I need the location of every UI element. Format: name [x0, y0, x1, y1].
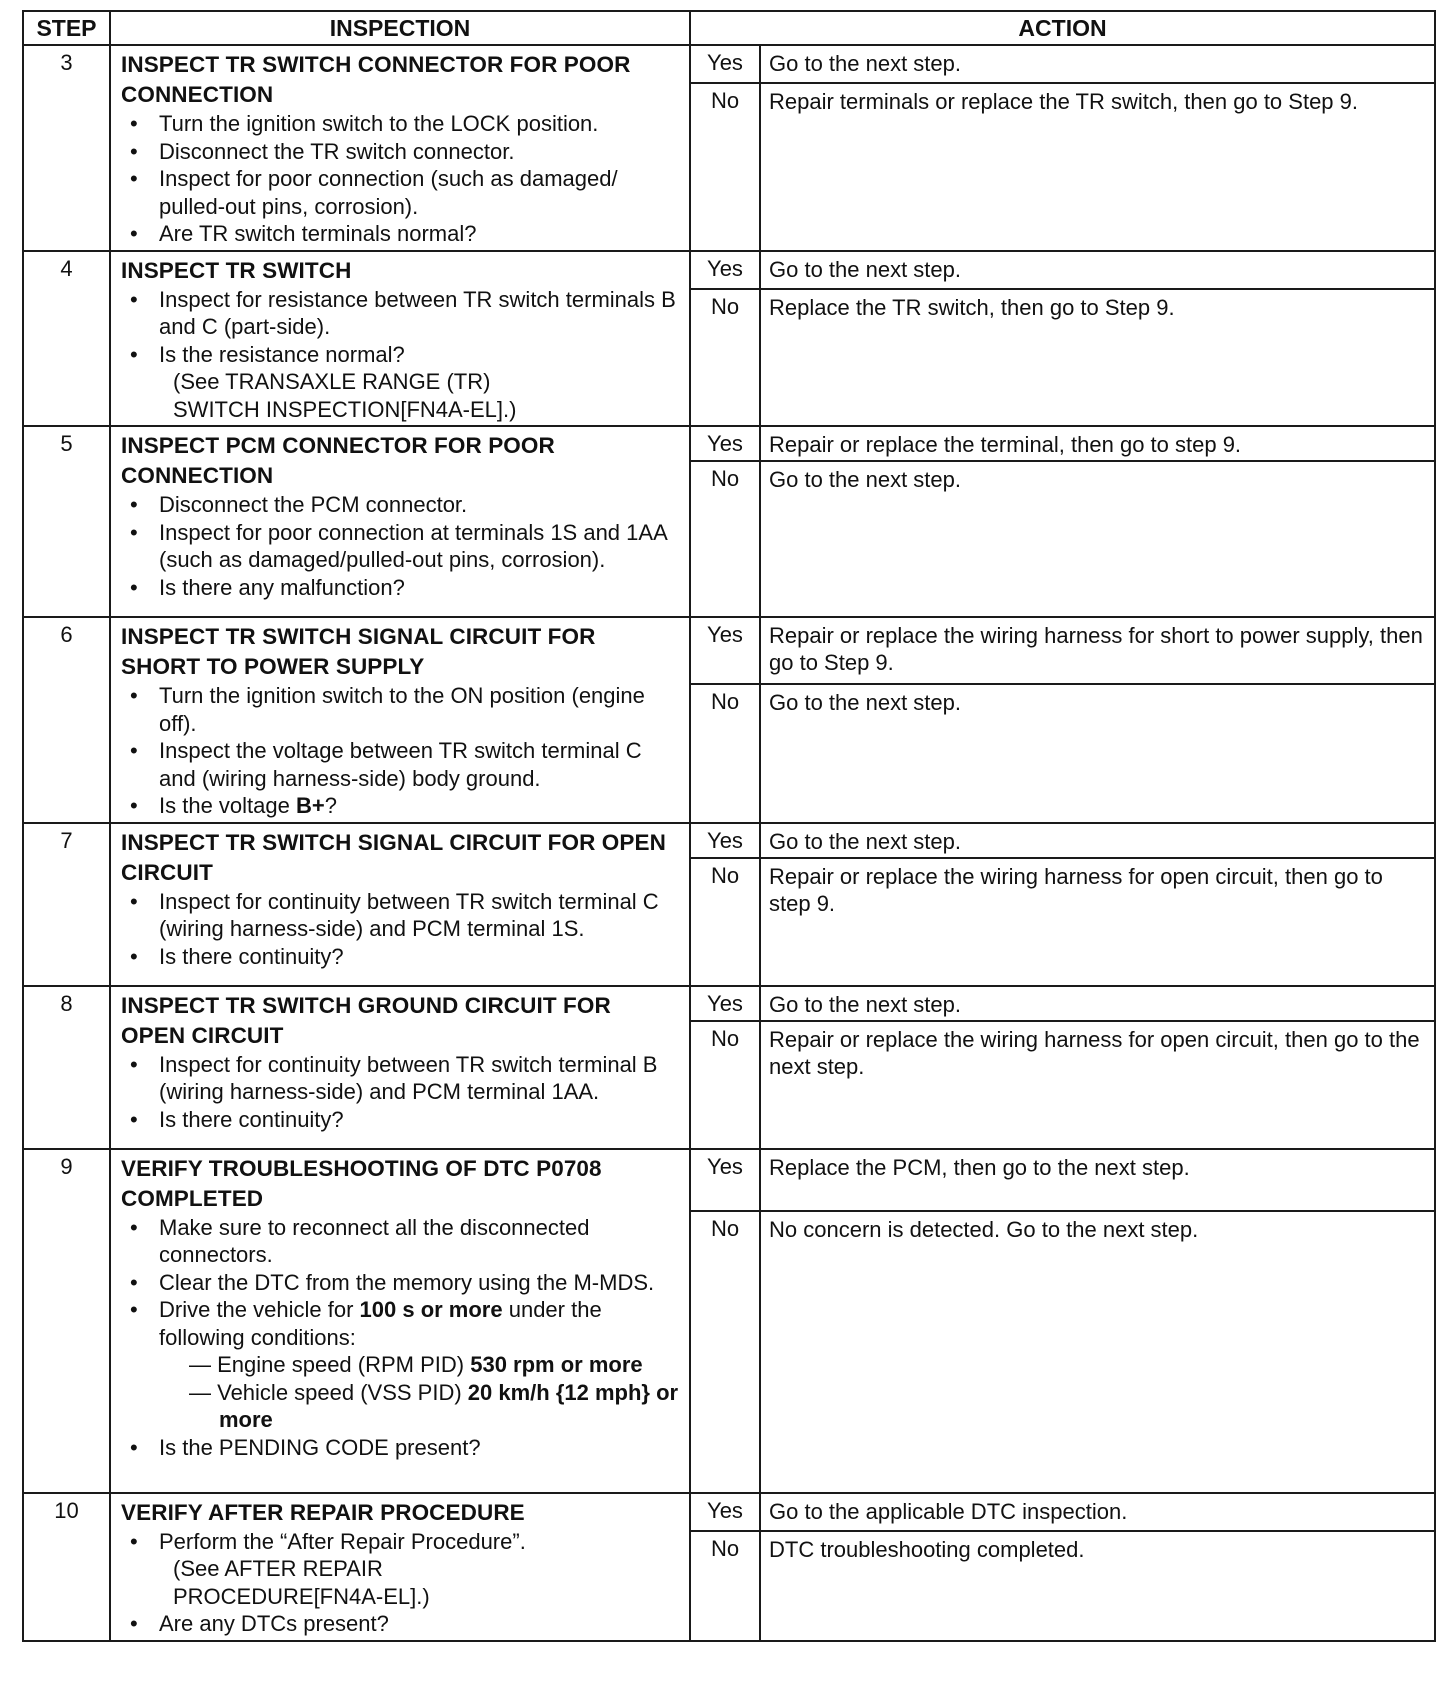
inspection-title: INSPECT TR SWITCH SIGNAL CIRCUIT FOR SHORT TO POWER SUPPLY: [121, 624, 596, 679]
no-label: No: [690, 461, 760, 617]
yes-action: Replace the PCM, then go to the next step.: [760, 1149, 1435, 1211]
inspection-title: VERIFY AFTER REPAIR PROCEDURE: [121, 1499, 525, 1525]
step-number: 5: [23, 426, 110, 617]
table-row: [23, 986, 1435, 1021]
inspection-bullets: [121, 1214, 681, 1462]
reference-note: (See AFTER REPAIR PROCEDURE[FN4A-EL].): [173, 1556, 430, 1609]
inspection-cell: [110, 986, 690, 1149]
table-row: [23, 1493, 1435, 1531]
bullet: • Inspect for poor connection (such as damaged/ pulled-out pins, corrosion).: [121, 165, 681, 220]
bullet: • Inspect for poor connection at terminals 1S and 1AA (such as damaged/pulled-out pins, corrosion).: [121, 519, 681, 574]
inspection-cell: [110, 1149, 690, 1493]
table-row: [23, 1149, 1435, 1211]
troubleshooting-table-container: [22, 10, 1434, 1642]
inspection-bullets: [121, 682, 681, 820]
step-number: 10: [23, 1493, 110, 1641]
yes-action: Go to the next step.: [760, 823, 1435, 858]
inspection-cell: [110, 45, 690, 251]
inspection-cell: [110, 426, 690, 617]
yes-label: Yes: [690, 251, 760, 289]
inspection-cell: [110, 617, 690, 823]
no-action: Replace the TR switch, then go to Step 9.: [760, 289, 1435, 426]
inspection-title: INSPECT TR SWITCH GROUND CIRCUIT FOR OPEN CIRCUIT: [121, 992, 611, 1048]
no-action: Go to the next step.: [760, 461, 1435, 617]
bullet: • Make sure to reconnect all the disconnected connectors.: [121, 1214, 681, 1269]
table-row: [23, 617, 1435, 684]
yes-label: Yes: [690, 986, 760, 1021]
no-label: No: [690, 858, 760, 986]
no-label: No: [690, 1531, 760, 1641]
yes-action: Repair or replace the wiring harness for short to power supply, then go to Step 9.: [760, 617, 1435, 684]
bullet: [121, 792, 681, 820]
inspection-title: INSPECT PCM CONNECTOR FOR POOR CONNECTION: [121, 433, 555, 488]
no-label: No: [690, 83, 760, 251]
yes-label: Yes: [690, 426, 760, 461]
step-number: 4: [23, 251, 110, 427]
yes-label: Yes: [690, 1149, 760, 1211]
bullet-text: under the following conditions:: [159, 1297, 602, 1350]
header-step: STEP: [23, 11, 110, 45]
header-row: [23, 11, 1435, 45]
bullet: • Inspect for continuity between TR switch terminal C (wiring harness-side) and PCM terminal 1S.: [121, 888, 681, 943]
bullet-text: Drive the vehicle for: [159, 1297, 360, 1322]
no-action: Go to the next step.: [760, 684, 1435, 822]
bullet-bold: 100 s or more: [359, 1297, 503, 1322]
condition-bold: 530 rpm or more: [470, 1352, 643, 1377]
table-row: [23, 251, 1435, 289]
bullet-bold: B+: [295, 793, 325, 818]
inspection-bullets: [121, 1610, 681, 1638]
inspection-title: INSPECT TR SWITCH CONNECTOR FOR POOR CONNECTION: [121, 52, 631, 107]
condition-text: — Vehicle speed (VSS PID): [189, 1379, 468, 1405]
bullet: • Inspect the voltage between TR switch terminal C and (wiring harness-side) body ground.: [121, 737, 681, 792]
table-row: [23, 823, 1435, 858]
troubleshooting-table: [22, 10, 1436, 1642]
header-inspection: INSPECTION: [110, 11, 690, 45]
bullet: • Is there continuity?: [121, 943, 681, 971]
yes-action: Repair or replace the terminal, then go to step 9.: [760, 426, 1435, 461]
no-label: No: [690, 1021, 760, 1149]
bullet: • Is there continuity?: [121, 1106, 681, 1134]
step-number: 7: [23, 823, 110, 986]
bullet-text: Is the voltage: [159, 793, 296, 818]
bullet: • Clear the DTC from the memory using the M-MDS.: [121, 1269, 681, 1297]
yes-label: Yes: [690, 617, 760, 684]
inspection-bullets: [121, 1528, 681, 1556]
bullet: • Inspect for continuity between TR switch terminal B (wiring harness-side) and PCM terminal 1AA.: [121, 1051, 681, 1106]
header-action: ACTION: [690, 11, 1435, 45]
bullet: • Is there any malfunction?: [121, 574, 681, 602]
condition-text: — Engine speed (RPM PID): [189, 1352, 471, 1377]
yes-label: Yes: [690, 823, 760, 858]
no-label: No: [690, 1211, 760, 1493]
yes-action: Go to the applicable DTC inspection.: [760, 1493, 1435, 1531]
no-action: Repair or replace the wiring harness for open circuit, then go to step 9.: [760, 858, 1435, 986]
bullet: • Is the resistance normal?: [121, 341, 681, 369]
bullet: • Perform the “After Repair Procedure”.: [121, 1528, 681, 1556]
step-number: 6: [23, 617, 110, 823]
step-number: 3: [23, 45, 110, 251]
bullet: • Inspect for resistance between TR switch terminals B and C (part-side).: [121, 286, 681, 341]
inspection-title: INSPECT TR SWITCH SIGNAL CIRCUIT FOR OPEN CIRCUIT: [121, 829, 666, 885]
yes-label: Yes: [690, 45, 760, 83]
table-row: [23, 45, 1435, 83]
no-action: Repair or replace the wiring harness for open circuit, then go to the next step.: [760, 1021, 1435, 1149]
no-action: No concern is detected. Go to the next step.: [760, 1211, 1435, 1493]
table-row: [23, 426, 1435, 461]
step-number: 9: [23, 1149, 110, 1493]
bullet: • Disconnect the TR switch connector.: [121, 138, 681, 166]
inspection-bullets: [121, 110, 681, 248]
bullet: • Turn the ignition switch to the LOCK position.: [121, 110, 681, 138]
no-action: DTC troubleshooting completed.: [760, 1531, 1435, 1641]
no-label: No: [690, 684, 760, 822]
reference-note: (See TRANSAXLE RANGE (TR) SWITCH INSPECTION[FN4A-EL].): [173, 369, 517, 422]
yes-label: Yes: [690, 1493, 760, 1531]
inspection-bullets: [121, 888, 681, 971]
inspection-cell: [110, 823, 690, 986]
inspection-title: INSPECT TR SWITCH: [121, 257, 352, 283]
yes-action: Go to the next step.: [760, 251, 1435, 289]
yes-action: Go to the next step.: [760, 45, 1435, 83]
condition-line: [189, 1351, 681, 1379]
no-action: Repair terminals or replace the TR switch, then go to Step 9.: [760, 83, 1435, 251]
inspection-bullets: [121, 1051, 681, 1134]
inspection-cell: [110, 251, 690, 427]
bullet: • Disconnect the PCM connector.: [121, 491, 681, 519]
step-number: 8: [23, 986, 110, 1149]
inspection-cell: [110, 1493, 690, 1641]
bullet: • Turn the ignition switch to the ON position (engine off).: [121, 682, 681, 737]
inspection-title: VERIFY TROUBLESHOOTING OF DTC P0708 COMPLETED: [121, 1155, 602, 1211]
bullet: • Are any DTCs present?: [121, 1610, 681, 1638]
no-label: No: [690, 289, 760, 426]
bullet: • Are TR switch terminals normal?: [121, 220, 681, 248]
condition-line: [189, 1379, 681, 1434]
bullet: • Is the PENDING CODE present?: [121, 1434, 681, 1462]
inspection-bullets: [121, 491, 681, 601]
bullet: [121, 1296, 681, 1434]
yes-action: Go to the next step.: [760, 986, 1435, 1021]
inspection-bullets: [121, 286, 681, 369]
bullet-text: ?: [324, 793, 337, 818]
condition-bold: 20 km/h {12 mph} or more: [219, 1379, 679, 1432]
